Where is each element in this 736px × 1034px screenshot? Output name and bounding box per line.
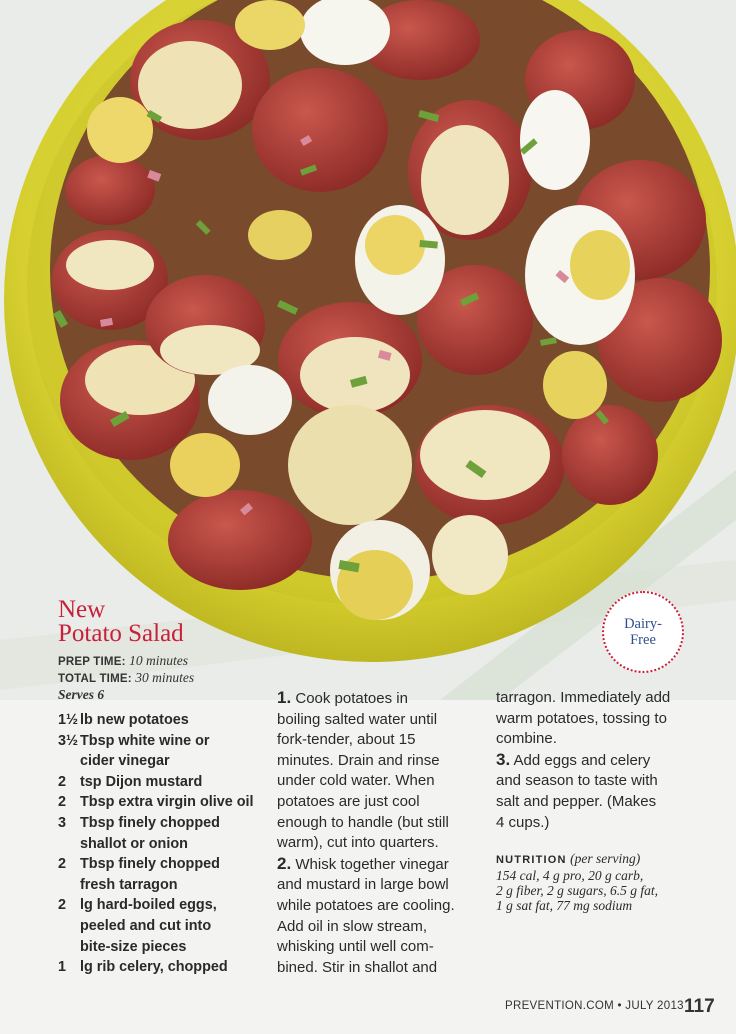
- ingredient-text: lg hard-boiled eggs,: [80, 897, 217, 914]
- direction-line: and season to taste with: [496, 772, 658, 790]
- direction-line: bined. Stir in shallot and: [277, 958, 438, 976]
- direction-text: Add eggs and celery: [513, 751, 651, 769]
- ingredient-qty: 2: [58, 794, 67, 811]
- ingredient-item: [58, 710, 268, 731]
- direction-line: [496, 750, 696, 772]
- total-time-value: 30 minutes: [135, 670, 195, 685]
- ingredient-qty: 2: [58, 856, 67, 873]
- nutrition-line: 154 cal, 4 g pro, 20 g carb,: [496, 868, 644, 883]
- step-number: 2.: [277, 853, 292, 873]
- badge-line-2: Free: [630, 632, 656, 648]
- direction-line: potatoes are just cool: [277, 792, 420, 810]
- ingredient-qty: 1½: [58, 712, 79, 728]
- total-time-label: TOTAL TIME:: [58, 673, 132, 685]
- direction-text: Whisk together vinegar: [295, 855, 449, 873]
- badge-text: [613, 616, 673, 648]
- ingredient-text: peeled and cut into: [80, 917, 212, 934]
- direction-line: minutes. Drain and rinse: [277, 751, 440, 769]
- nutrition-header: [496, 851, 696, 868]
- ingredient-text: tsp Dijon mustard: [80, 773, 203, 790]
- directions-column-1: [277, 688, 477, 978]
- ingredient-text: shallot or onion: [80, 835, 188, 852]
- ingredient-text: Tbsp white wine or: [80, 732, 210, 749]
- page-number: 117: [684, 996, 715, 1017]
- direction-line: combine.: [496, 730, 557, 748]
- recipe-meta: [58, 653, 194, 702]
- title-line-1: New: [58, 596, 106, 623]
- directions-column-2: [496, 688, 696, 833]
- ingredient-qty: 3: [58, 814, 67, 831]
- direction-line: Add oil in slow stream,: [277, 917, 428, 935]
- direction-line: warm potatoes, tossing to: [496, 709, 667, 727]
- ingredient-text: lb new potatoes: [80, 712, 189, 728]
- ingredient-text: lg rib celery, chopped: [80, 959, 228, 976]
- direction-line: and mustard in large bowl: [277, 876, 449, 894]
- ingredient-text: Tbsp finely chopped: [80, 814, 220, 831]
- direction-line: 4 cups.): [496, 813, 550, 831]
- direction-line: under cold water. When: [277, 772, 435, 790]
- ingredient-text: Tbsp finely chopped: [80, 856, 220, 873]
- ingredient-item: [58, 854, 268, 895]
- nutrition-line: 2 g fiber, 2 g sugars, 6.5 g fat,: [496, 883, 659, 898]
- ingredient-text: fresh tarragon: [80, 876, 178, 893]
- ingredient-qty: 2: [58, 897, 67, 914]
- nutrition-label: NUTRITION: [496, 854, 567, 866]
- ingredient-item: [58, 895, 268, 957]
- ingredient-item: [58, 792, 268, 813]
- nutrition-line: 1 g sat fat, 77 mg sodium: [496, 898, 633, 913]
- prep-time-value: 10 minutes: [129, 653, 188, 668]
- direction-line: fork-tender, about 15: [277, 731, 416, 749]
- ingredient-text: Tbsp extra virgin olive oil: [80, 794, 254, 811]
- direction-line: warm), cut into quarters.: [277, 834, 439, 852]
- ingredient-item: [58, 772, 268, 793]
- badge-line-1: Dairy-: [624, 616, 662, 632]
- nutrition-info: [496, 851, 696, 913]
- direction-line: [277, 688, 477, 710]
- direction-line: while potatoes are cooling.: [277, 896, 455, 914]
- direction-line: tarragon. Immediately add: [496, 689, 671, 706]
- step-number: 1.: [277, 688, 292, 707]
- title-line-2: Potato Salad: [58, 620, 184, 647]
- ingredient-text: cider vinegar: [80, 753, 170, 770]
- dairy-free-badge: [602, 591, 684, 673]
- total-time: [58, 670, 194, 687]
- ingredient-item: [58, 813, 268, 854]
- ingredient-item: [58, 731, 268, 772]
- direction-line: salt and pepper. (Makes: [496, 792, 657, 810]
- direction-text: Cook potatoes in: [295, 690, 408, 707]
- direction-line: [277, 854, 477, 876]
- direction-line: whisking until well com-: [277, 938, 434, 956]
- ingredient-text: bite-size pieces: [80, 938, 187, 955]
- direction-line: boiling salted water until: [277, 710, 438, 728]
- ingredients-list: [58, 710, 268, 978]
- ingredient-qty: 1: [58, 959, 67, 976]
- ingredient-qty: 2: [58, 773, 67, 790]
- prep-time: [58, 653, 194, 670]
- serves: Serves 6: [58, 687, 105, 702]
- nutrition-per-serving: (per serving): [570, 851, 641, 866]
- step-number: 3.: [496, 749, 511, 769]
- recipe-title: [58, 598, 184, 646]
- footer-source: PREVENTION.COM • JULY 2013: [505, 1000, 684, 1012]
- ingredient-qty: 3½: [58, 732, 79, 749]
- direction-line: enough to handle (but still: [277, 813, 449, 831]
- prep-time-label: PREP TIME:: [58, 656, 126, 668]
- ingredient-item: [58, 957, 268, 978]
